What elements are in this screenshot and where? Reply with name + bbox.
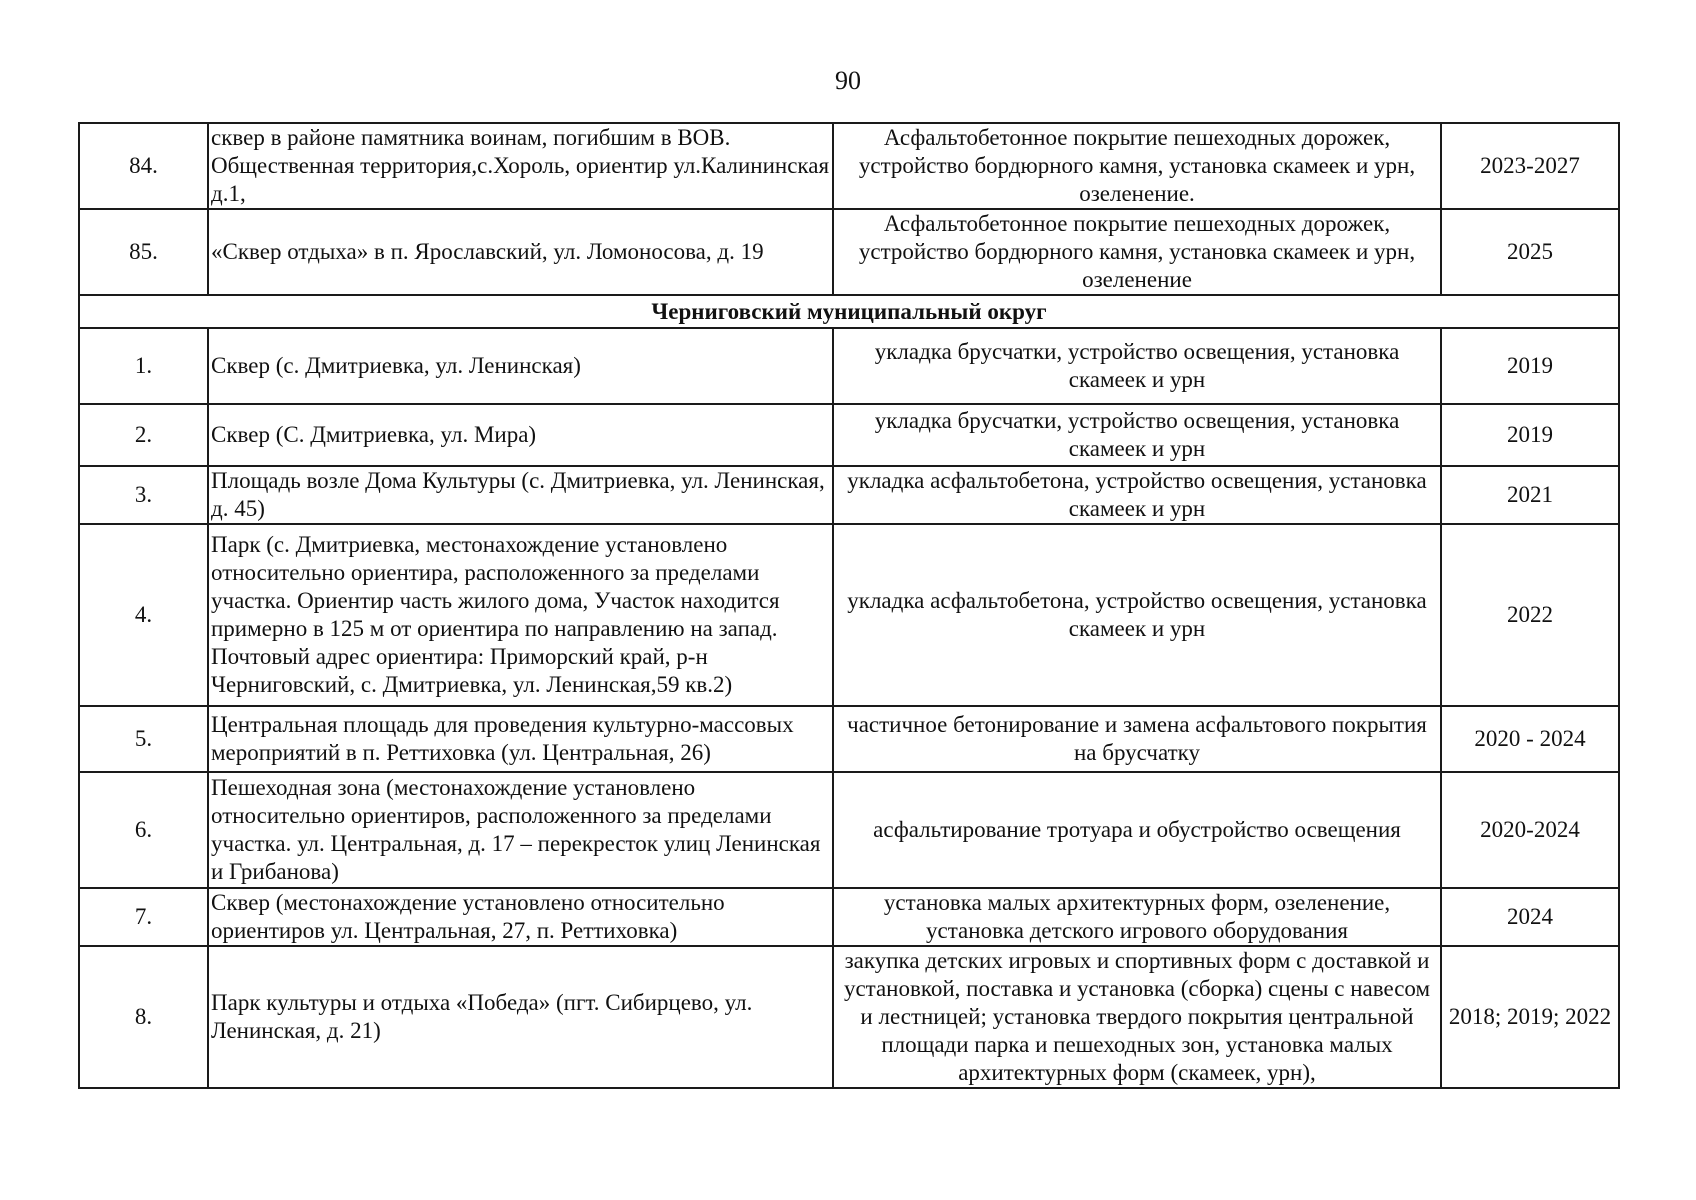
works-description: укладка асфальтобетона, устройство освещения, установка скамеек и урн — [833, 466, 1441, 524]
implementation-years: 2025 — [1441, 209, 1619, 295]
row-number: 2. — [79, 404, 208, 466]
table-row — [79, 123, 1619, 209]
object-description: сквер в районе памятника воинам, погибшим в ВОВ. Общественная территория,с.Хороль, ориентир ул.Калининская д.1, — [208, 123, 833, 209]
table-row — [79, 772, 1619, 888]
page-number: 90 — [835, 66, 861, 95]
table-row — [79, 404, 1619, 466]
works-description: закупка детских игровых и спортивных форм с доставкой и установкой, поставка и установка (сборка) сцены с навесом и лестницей; установка твердого покрытия центральной площади парка и пешеходных зон, установка малых архитектурных форм (скамеек, урн), — [833, 946, 1441, 1088]
table-row — [79, 946, 1619, 1088]
row-number: 4. — [79, 524, 208, 706]
works-description: асфальтирование тротуара и обустройство освещения — [833, 772, 1441, 888]
table-row — [79, 466, 1619, 524]
object-description: Сквер (местонахождение установлено относительно ориентиров ул. Центральная, 27, п. Реттиховка) — [208, 888, 833, 946]
works-description: Асфальтобетонное покрытие пешеходных дорожек, устройство бордюрного камня, установка скамеек и урн, озеленение. — [833, 123, 1441, 209]
object-description: Центральная площадь для проведения культурно-массовых мероприятий в п. Реттиховка (ул. Центральная, 26) — [208, 706, 833, 772]
improvement-objects-table — [78, 122, 1620, 1089]
works-description: Асфальтобетонное покрытие пешеходных дорожек, устройство бордюрного камня, установка скамеек и урн, озеленение — [833, 209, 1441, 295]
works-description: частичное бетонирование и замена асфальтового покрытия на брусчатку — [833, 706, 1441, 772]
section-title: Черниговский муниципальный округ — [79, 295, 1619, 328]
works-description: установка малых архитектурных форм, озеленение, установка детского игрового оборудования — [833, 888, 1441, 946]
object-description: «Сквер отдыха» в п. Ярославский, ул. Ломоносова, д. 19 — [208, 209, 833, 295]
implementation-years: 2023-2027 — [1441, 123, 1619, 209]
section-header-row — [79, 295, 1619, 328]
object-description: Пешеходная зона (местонахождение установлено относительно ориентиров, расположенного за пределами участка. ул. Центральная, д. 17 – перекресток улиц Ленинская и Грибанова) — [208, 772, 833, 888]
works-description: укладка асфальтобетона, устройство освещения, установка скамеек и урн — [833, 524, 1441, 706]
row-number: 3. — [79, 466, 208, 524]
row-number: 84. — [79, 123, 208, 209]
row-number: 7. — [79, 888, 208, 946]
table-row — [79, 888, 1619, 946]
implementation-years: 2018; 2019; 2022 — [1441, 946, 1619, 1088]
object-description: Парк (с. Дмитриевка, местонахождение установлено относительно ориентира, расположенного за пределами участка. Ориентир часть жилого дома, Участок находится примерно в 125 м от ориентира по направлению на запад. Почтовый адрес ориентира: Приморский край, р-н Черниговский, с. Дмитриевка, ул. Ленинская,59 кв.2) — [208, 524, 833, 706]
table-row — [79, 328, 1619, 404]
row-number: 1. — [79, 328, 208, 404]
implementation-years: 2019 — [1441, 328, 1619, 404]
implementation-years: 2020-2024 — [1441, 772, 1619, 888]
implementation-years: 2020 - 2024 — [1441, 706, 1619, 772]
row-number: 85. — [79, 209, 208, 295]
implementation-years: 2024 — [1441, 888, 1619, 946]
object-description: Сквер (с. Дмитриевка, ул. Ленинская) — [208, 328, 833, 404]
implementation-years: 2022 — [1441, 524, 1619, 706]
implementation-years: 2019 — [1441, 404, 1619, 466]
table-row — [79, 524, 1619, 706]
implementation-years: 2021 — [1441, 466, 1619, 524]
table-row — [79, 209, 1619, 295]
row-number: 5. — [79, 706, 208, 772]
works-description: укладка брусчатки, устройство освещения, установка скамеек и урн — [833, 328, 1441, 404]
object-description: Парк культуры и отдыха «Победа» (пгт. Сибирцево, ул. Ленинская, д. 21) — [208, 946, 833, 1088]
table-row — [79, 706, 1619, 772]
works-description: укладка брусчатки, устройство освещения, установка скамеек и урн — [833, 404, 1441, 466]
row-number: 8. — [79, 946, 208, 1088]
row-number: 6. — [79, 772, 208, 888]
object-description: Сквер (С. Дмитриевка, ул. Мира) — [208, 404, 833, 466]
object-description: Площадь возле Дома Культуры (с. Дмитриевка, ул. Ленинская, д. 45) — [208, 466, 833, 524]
